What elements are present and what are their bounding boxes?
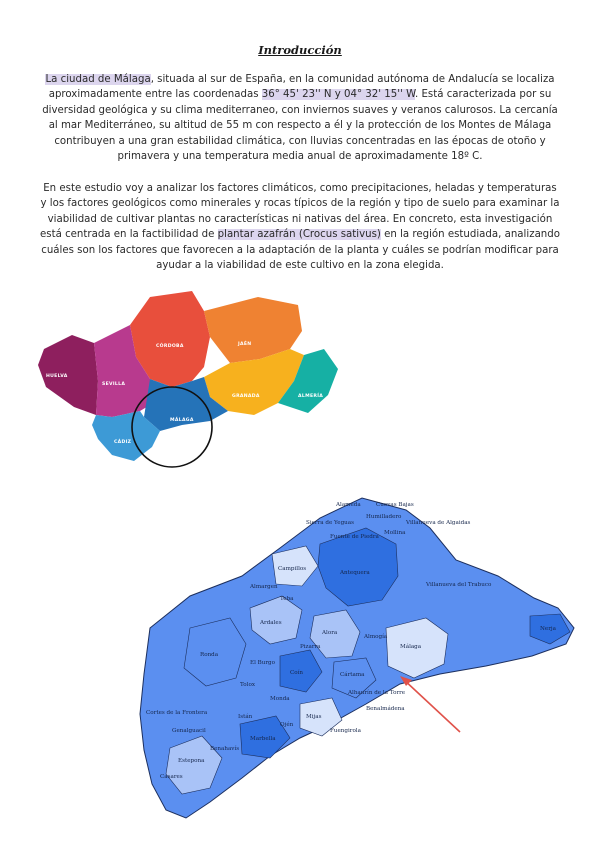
town-label: Tolox [240, 682, 255, 688]
intro-paragraph-location [40, 72, 560, 164]
town-label: Mollina [384, 530, 406, 536]
town-label: Coín [290, 670, 304, 676]
town-label: Monda [270, 696, 290, 702]
town-label: Málaga [400, 644, 422, 650]
town-label: Ronda [200, 652, 219, 658]
town-label: Fuengirola [330, 728, 361, 734]
paragraph-text: en la región estudiada, analizando cuáles son los factores que favorecen a la adaptación de la planta y cuáles se podrían modificar para ayudar a la viabilidad de este cultivo en la zona elegida. [41, 229, 560, 272]
town-label: Ardales [260, 620, 282, 626]
town-label: Benahavís [210, 746, 240, 752]
label-huelva: HUELVA [46, 374, 68, 379]
town-label: Villanueva del Trabuco [426, 582, 492, 588]
highlight-coordinates: 36° 45' 23'' N y 04° 32' 15'' W [261, 89, 415, 101]
town-label: Cortes de la Frontera [146, 710, 208, 716]
town-label: Cártama [340, 672, 365, 678]
paragraph-text: . Está caracterizada por su diversidad geológica y su clima mediterraneo, con inviernos suaves y veranos calurosos. La cercanía al mar Mediterráneo, su altitud de 55 m con respecto a él y la protección de los Montes de Málaga contribuyen a una gran estabilidad climática, con lluvias concentradas en las épocas de otoño y primavera y una temperatura media anual de aproximadamente 18º C. [42, 89, 558, 163]
highlight-city: La ciudad de Málaga [45, 74, 151, 85]
town-label: Almogía [364, 634, 388, 640]
town-label: El Burgo [250, 660, 275, 666]
andalusia-map [32, 285, 352, 475]
town-label: Fuente de Piedra [330, 534, 379, 540]
town-label: Teba [280, 596, 294, 602]
town-label: Alhaurín de la Torre [348, 690, 406, 696]
label-almeria: ALMERÍA [298, 394, 324, 399]
town-label: Alameda [336, 502, 361, 508]
town-label: Villanueva de Algaidas [406, 520, 471, 526]
town-label: Casares [160, 774, 183, 780]
town-label: Ojén [280, 722, 294, 728]
town-label: Antequera [340, 570, 370, 576]
label-jaen: JAÉN [238, 342, 252, 347]
label-cordoba: CÓRDOBA [156, 344, 184, 349]
town-label: Marbella [250, 736, 276, 742]
label-malaga: MÁLAGA [170, 418, 194, 423]
town-label: Nerja [540, 626, 556, 632]
town-label: Genalguacil [172, 728, 206, 734]
town-label: Humilladero [366, 514, 402, 520]
paragraph-text: , situada al sur de España, en la comunidad autónoma de Andalucía se localiza aproximadamente entre las coordenadas [48, 74, 555, 101]
town-label: Pizarra [300, 644, 321, 650]
town-label: Almargen [250, 584, 278, 590]
town-label: Estepona [178, 758, 205, 764]
town-label: Campillos [278, 566, 307, 572]
town-label: Benalmádena [366, 706, 405, 712]
paragraph-text: En este estudio voy a analizar los factores climáticos, como precipitaciones, heladas y temperaturas y los factores geológicos como minerales y rocas típicos de la región y tipo de suelo para examinar la viabilidad de cultivar plantas no características ni nativas del área. En concreto, esta investigación está centrada en la factibilidad de [40, 183, 560, 241]
page-title: Introducción [258, 43, 342, 57]
town-label: Cuevas Bajas [376, 502, 414, 508]
malaga-municipalities-map [130, 488, 580, 833]
label-sevilla: SEVILLA [102, 382, 126, 387]
intro-paragraph-study [40, 181, 560, 273]
label-granada: GRANADA [232, 394, 260, 399]
label-cadiz: CÁDIZ [114, 440, 132, 445]
town-label: Sierra de Yeguas [306, 520, 354, 526]
town-label: Istán [238, 714, 253, 720]
town-label: Mijas [306, 714, 322, 720]
town-label: Alora [322, 630, 338, 636]
highlight-plant: plantar azafrán (Crocus sativus) [217, 229, 381, 241]
malaga-pointer-arrow [402, 678, 460, 732]
